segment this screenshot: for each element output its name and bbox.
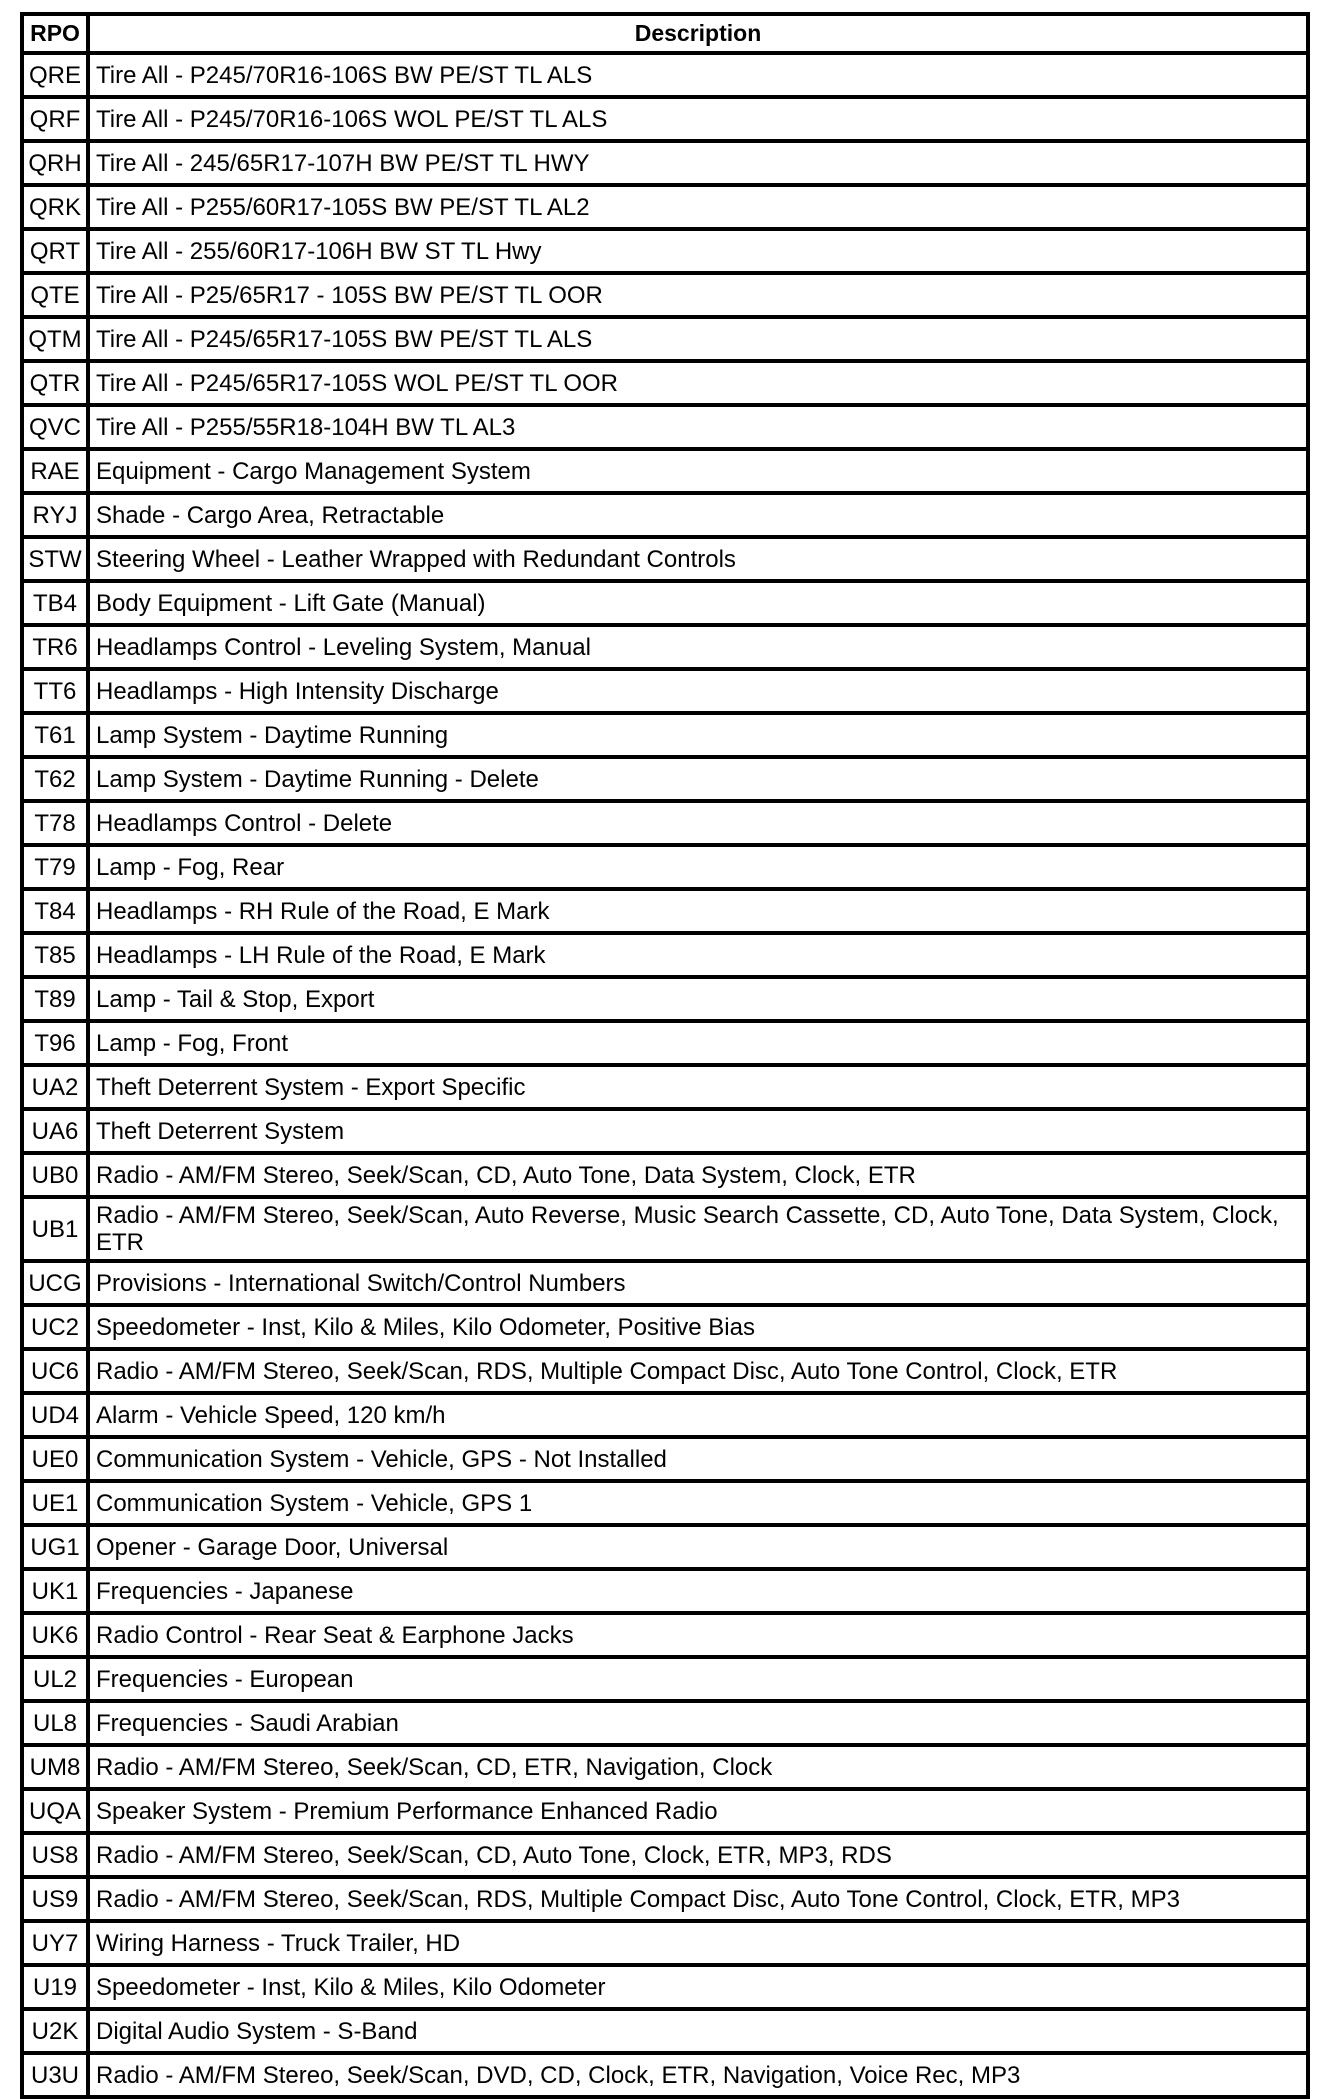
table-row (22, 1657, 1308, 1701)
rpo-code-cell: UA2 (22, 1065, 88, 1109)
description-cell: Radio - AM/FM Stereo, Seek/Scan, CD, ETR, Navigation, Clock (88, 1745, 1308, 1789)
table-body (22, 53, 1308, 2097)
rpo-code-cell: QRT (22, 229, 88, 273)
table-row (22, 1525, 1308, 1569)
table-row (22, 1965, 1308, 2009)
rpo-code-cell: UL2 (22, 1657, 88, 1701)
rpo-code-cell: UC2 (22, 1305, 88, 1349)
description-cell: Headlamps Control - Delete (88, 801, 1308, 845)
rpo-code-cell: U3U (22, 2053, 88, 2097)
table-row (22, 889, 1308, 933)
rpo-code-cell: U2K (22, 2009, 88, 2053)
rpo-code-cell: TT6 (22, 669, 88, 713)
description-cell: Frequencies - Japanese (88, 1569, 1308, 1613)
table-row (22, 273, 1308, 317)
description-cell: Radio - AM/FM Stereo, Seek/Scan, DVD, CD, Clock, ETR, Navigation, Voice Rec, MP3 (88, 2053, 1308, 2097)
description-cell: Lamp - Tail & Stop, Export (88, 977, 1308, 1021)
table-row (22, 185, 1308, 229)
description-cell: Shade - Cargo Area, Retractable (88, 493, 1308, 537)
column-header-rpo: RPO (22, 14, 88, 53)
description-cell: Frequencies - European (88, 1657, 1308, 1701)
table-row (22, 405, 1308, 449)
table-row (22, 581, 1308, 625)
rpo-code-cell: UA6 (22, 1109, 88, 1153)
rpo-code-cell: U19 (22, 1965, 88, 2009)
rpo-code-cell: QTR (22, 361, 88, 405)
rpo-code-cell: US8 (22, 1833, 88, 1877)
rpo-code-cell: TR6 (22, 625, 88, 669)
column-header-description: Description (88, 14, 1308, 53)
description-cell: Digital Audio System - S-Band (88, 2009, 1308, 2053)
description-cell: Tire All - P245/70R16-106S WOL PE/ST TL ALS (88, 97, 1308, 141)
table-row (22, 1789, 1308, 1833)
table-row (22, 801, 1308, 845)
rpo-code-cell: QTM (22, 317, 88, 361)
rpo-code-cell: T96 (22, 1021, 88, 1065)
rpo-code-cell: QVC (22, 405, 88, 449)
description-cell: Alarm - Vehicle Speed, 120 km/h (88, 1393, 1308, 1437)
table-row (22, 713, 1308, 757)
rpo-code-cell: UC6 (22, 1349, 88, 1393)
rpo-code-cell: UK1 (22, 1569, 88, 1613)
table-row (22, 1261, 1308, 1305)
table-row (22, 361, 1308, 405)
rpo-code-cell: T61 (22, 713, 88, 757)
table-row (22, 1745, 1308, 1789)
rpo-code-cell: QRE (22, 53, 88, 97)
description-cell: Headlamps Control - Leveling System, Manual (88, 625, 1308, 669)
description-cell: Steering Wheel - Leather Wrapped with Redundant Controls (88, 537, 1308, 581)
rpo-code-cell: TB4 (22, 581, 88, 625)
description-cell: Lamp - Fog, Rear (88, 845, 1308, 889)
description-cell: Tire All - P245/65R17-105S WOL PE/ST TL OOR (88, 361, 1308, 405)
description-cell: Body Equipment - Lift Gate (Manual) (88, 581, 1308, 625)
rpo-code-cell: QTE (22, 273, 88, 317)
description-cell: Tire All - P25/65R17 - 105S BW PE/ST TL OOR (88, 273, 1308, 317)
table-row (22, 1349, 1308, 1393)
rpo-code-cell: T84 (22, 889, 88, 933)
description-cell: Speedometer - Inst, Kilo & Miles, Kilo Odometer, Positive Bias (88, 1305, 1308, 1349)
description-cell: Radio Control - Rear Seat & Earphone Jacks (88, 1613, 1308, 1657)
table-row (22, 97, 1308, 141)
description-cell: Provisions - International Switch/Control Numbers (88, 1261, 1308, 1305)
description-cell: Theft Deterrent System (88, 1109, 1308, 1153)
table-row (22, 625, 1308, 669)
rpo-document (20, 12, 1310, 2099)
table-row (22, 1833, 1308, 1877)
description-cell: Communication System - Vehicle, GPS - Not Installed (88, 1437, 1308, 1481)
table-row (22, 537, 1308, 581)
rpo-code-cell: UCG (22, 1261, 88, 1305)
description-cell: Radio - AM/FM Stereo, Seek/Scan, CD, Auto Tone, Data System, Clock, ETR (88, 1153, 1308, 1197)
table-row (22, 1197, 1308, 1261)
rpo-code-cell: UB1 (22, 1197, 88, 1261)
description-cell: Tire All - P245/65R17-105S BW PE/ST TL ALS (88, 317, 1308, 361)
table-row (22, 53, 1308, 97)
description-cell: Lamp - Fog, Front (88, 1021, 1308, 1065)
rpo-code-cell: UE0 (22, 1437, 88, 1481)
table-row (22, 669, 1308, 713)
table-row (22, 933, 1308, 977)
description-cell: Tire All - P255/60R17-105S BW PE/ST TL AL2 (88, 185, 1308, 229)
rpo-code-cell: UY7 (22, 1921, 88, 1965)
table-row (22, 1481, 1308, 1525)
rpo-code-cell: QRH (22, 141, 88, 185)
description-cell: Radio - AM/FM Stereo, Seek/Scan, RDS, Multiple Compact Disc, Auto Tone Control, Clock, ETR (88, 1349, 1308, 1393)
description-cell: Tire All - 255/60R17-106H BW ST TL Hwy (88, 229, 1308, 273)
rpo-code-cell: T89 (22, 977, 88, 1021)
header-row (22, 14, 1308, 53)
rpo-code-cell: UL8 (22, 1701, 88, 1745)
table-row (22, 757, 1308, 801)
rpo-code-cell: RYJ (22, 493, 88, 537)
description-cell: Radio - AM/FM Stereo, Seek/Scan, CD, Auto Tone, Clock, ETR, MP3, RDS (88, 1833, 1308, 1877)
table-row (22, 1921, 1308, 1965)
table-row (22, 1153, 1308, 1197)
table-row (22, 845, 1308, 889)
description-cell: Theft Deterrent System - Export Specific (88, 1065, 1308, 1109)
description-cell: Radio - AM/FM Stereo, Seek/Scan, RDS, Multiple Compact Disc, Auto Tone Control, Clock, ETR, MP3 (88, 1877, 1308, 1921)
table-row (22, 1701, 1308, 1745)
description-cell: Tire All - P245/70R16-106S BW PE/ST TL ALS (88, 53, 1308, 97)
table-row (22, 1393, 1308, 1437)
description-cell: Equipment - Cargo Management System (88, 449, 1308, 493)
rpo-code-cell: UB0 (22, 1153, 88, 1197)
description-cell: Headlamps - High Intensity Discharge (88, 669, 1308, 713)
rpo-code-cell: QRF (22, 97, 88, 141)
description-cell: Frequencies - Saudi Arabian (88, 1701, 1308, 1745)
rpo-code-cell: T62 (22, 757, 88, 801)
rpo-code-cell: UM8 (22, 1745, 88, 1789)
rpo-code-cell: RAE (22, 449, 88, 493)
rpo-code-cell: QRK (22, 185, 88, 229)
rpo-code-cell: T85 (22, 933, 88, 977)
table-row (22, 1569, 1308, 1613)
rpo-code-cell: T78 (22, 801, 88, 845)
table-row (22, 317, 1308, 361)
table-row (22, 141, 1308, 185)
description-cell: Tire All - P255/55R18-104H BW TL AL3 (88, 405, 1308, 449)
table-row (22, 449, 1308, 493)
description-cell: Speedometer - Inst, Kilo & Miles, Kilo Odometer (88, 1965, 1308, 2009)
rpo-code-cell: UG1 (22, 1525, 88, 1569)
rpo-code-cell: UD4 (22, 1393, 88, 1437)
description-cell: Wiring Harness - Truck Trailer, HD (88, 1921, 1308, 1965)
rpo-code-cell: UQA (22, 1789, 88, 1833)
rpo-code-cell: UE1 (22, 1481, 88, 1525)
rpo-code-cell: T79 (22, 845, 88, 889)
table-row (22, 1109, 1308, 1153)
table-row (22, 1065, 1308, 1109)
description-cell: Lamp System - Daytime Running - Delete (88, 757, 1308, 801)
description-cell: Speaker System - Premium Performance Enhanced Radio (88, 1789, 1308, 1833)
table-row (22, 493, 1308, 537)
description-cell: Headlamps - RH Rule of the Road, E Mark (88, 889, 1308, 933)
description-cell: Radio - AM/FM Stereo, Seek/Scan, Auto Reverse, Music Search Cassette, CD, Auto Tone, Data System, Clock, ETR (88, 1197, 1308, 1261)
rpo-code-cell: STW (22, 537, 88, 581)
table-row (22, 2009, 1308, 2053)
table-row (22, 1877, 1308, 1921)
rpo-table (20, 12, 1310, 2099)
table-row (22, 1305, 1308, 1349)
description-cell: Headlamps - LH Rule of the Road, E Mark (88, 933, 1308, 977)
table-row (22, 1021, 1308, 1065)
description-cell: Opener - Garage Door, Universal (88, 1525, 1308, 1569)
description-cell: Tire All - 245/65R17-107H BW PE/ST TL HWY (88, 141, 1308, 185)
description-cell: Lamp System - Daytime Running (88, 713, 1308, 757)
table-row (22, 977, 1308, 1021)
table-row (22, 1437, 1308, 1481)
table-row (22, 229, 1308, 273)
table-row (22, 1613, 1308, 1657)
table-row (22, 2053, 1308, 2097)
rpo-code-cell: US9 (22, 1877, 88, 1921)
description-cell: Communication System - Vehicle, GPS 1 (88, 1481, 1308, 1525)
rpo-code-cell: UK6 (22, 1613, 88, 1657)
